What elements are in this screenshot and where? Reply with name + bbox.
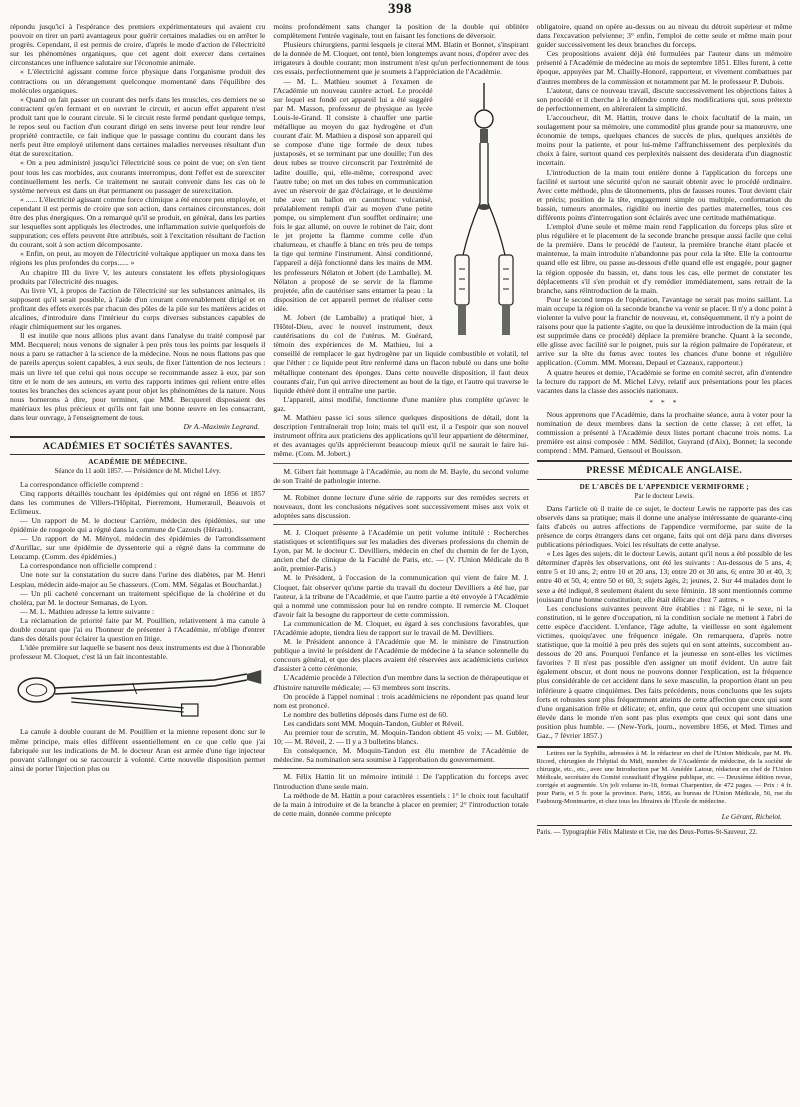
- paragraph: M. Robinet donne lecture d'une série de rapports sur des remèdes secrets et nouveaux, dont les conclusions négatives sont successivement mises aux voix et adoptées sans discussion.: [273, 492, 529, 520]
- double-cannula-illustration: [10, 664, 265, 722]
- paragraph: répondu jusqu'ici à l'espérance des premiers expérimentateurs qui avaient cru pouvoir en tirer un parti avantageux pour guérir certaines maladies ou en arrêter le progrès. Cependant, il est permis de croire, d'après le mode d'action de l'électricité sur les phénomènes organiques, que cet agent doit exercer dans certaines circonstances une influence salutaire sur l'économie animale.: [10, 22, 266, 68]
- paragraph: La correspondance officielle comprend :: [20, 479, 143, 489]
- paragraph: — Un pli cacheté concernant un traitement spécifique de la cholérine et du choléra, par M. le docteur Semanas, de Lyon.: [10, 588, 266, 607]
- paragraph: — M. L. Mathieu soumet à l'examen de l'Académie un nouveau cautère actuel. Le procédé sur lequel est fondé cet appareil lui a été suggéré par M. Masson, professeur de physique au lycée Louis-le-Grand. Il consiste à chauffer une partie métallique au moyen du gaz hydrogène et d'un courant d'air. M. Mathieu a disposé son appareil qui se compose d'une tige formée de deux tubes juxtaposés, et se terminant par une douille; l'un des deux tubes se trouve circonscrit par l'extrémité de ladite douille, qui, elle-même, correspond avec l'autre tube; on met un des tubes en communication avec un réservoir de gaz d'éclairage, et le deuxième tube avec un ballon en caoutchouc vulcanisé, préalablement rempli d'air au moyen d'une petite pompe, ou simplement d'un soufflet ordinaire; une fois le gaz allumé, on ouvre le robinet de l'air, dont le jet projette la flamme comme celle d'un chalumeau, et chauffe à blanc en très peu de temps la tige qui termine l'instrument. Ainsi conditionné, l'appareil a déjà fonctionné dans les mains de MM. les professeurs Nélaton et Jobert (de Lamballe). M. Nélaton a proposé de se servir de la flamme projetée, afin de cautériser sans entamer la peau : la disposition de cet appareil permet de réaliser cette idée.: [273, 76, 433, 313]
- paragraph: « L'électricité agissant comme force physique dans l'organisme produit des contractions ou un dérangement quelconque momentané dans l'équilibre des molécules organiques.: [10, 67, 266, 95]
- paragraph: Plusieurs chirurgiens, parmi lesquels je citerai MM. Blatin et Bonnet, s'inspirant de la donnée de M. Cloquet, ont tenté, bien longtemps avant nous, d'opérer avec des irrigateurs à double courant; mon instrument n'est qu'un perfectionnement de tous ces essais, perfectionnement que je soumets à l'appréciation de l'Académie.: [273, 40, 529, 77]
- column-2: [273, 22, 528, 1102]
- paragraph: A quatre heures et demie, l'Académie se forme en comité secret, afin d'entendre la lecture du rapport de M. Michel Lévy, relatif aux présentations pour les places vacantes dans la classe des associés nationaux.: [536, 367, 792, 395]
- paragraph: La réclamation de priorité faite par M. Pouillien, relativement à ma canule à double courant que j'ai eu l'honneur de présenter à l'Académie, m'oblige d'entrer dans des détails pour éclairer la question en litige.: [10, 615, 266, 644]
- printer-imprint: Paris. — Typographie Félix Malteste et Cie, rue des Deux-Portes-St-Sauveur, 22.: [537, 825, 792, 837]
- paragraph: M. le Président annonce à l'Académie que M. le ministre de l'instruction publique a invité le président de l'Académie de médecine à la séance solennelle du concours général, et que des places avaient été réservées aux académiciens curieux d'assister à cette cérémonie.: [273, 637, 529, 674]
- text-columns: [10, 22, 792, 1102]
- paragraph: M. Gibert fait hommage à l'Académie, au nom de M. Bayle, du second volume de son Traité de pathologie interne.: [273, 466, 529, 485]
- book-notice: Lettres sur la Syphilis, adressées à M. le rédacteur en chef de l'Union Médicale, par M. Ph. Ricord, chirurgien de l'hôpital du Midi, membre de l'Académie de médecine, de la société de chirurgie, etc., etc., avec une Introduction par M. Amédée Latour, rédacteur en chef de l'Union Médicale, secrétaire du Comité consultatif d'hygiène publique, etc. — Deuxième édition revue, corrigée et augmentée. Un joli volume in-18, format Charpentier, de 472 pages. — Prix : 4 fr. pour Paris, et 5 fr. pour la province. Paris, 1856, au bureau de l'Union Médicale, 56, rue du Faubourg-Montmartre, et chez tous les libraires de l'École de médecine.: [536, 750, 792, 806]
- section-title: ACADÉMIES ET SOCIÉTÉS SAVANTES.: [10, 436, 265, 455]
- paragraph: Le nombre des bulletins déposés dans l'urne est de 60.: [283, 709, 448, 719]
- paragraph: — Un rapport de M. le docteur Carrière, médecin des épidémies, sur une épidémie de rougeole qui a régné dans la commune de Cazouls (Hérault).: [10, 515, 266, 534]
- paragraph: « ...... L'électricité agissant comme force chimique a été encore peu employée, et cependant il est permis de croire que son action, dans certaines circonstances, doit être des plus énergiques. On a remarqué qu'il se produit, en général, dans les parties sur lesquelles sont appliqués les électrodes, une inflammation suivie quelquefois de suppuration; ces effets peuvent être attribués, soit à l'excitation résultant de l'action du courant, soit à son action décomposante.: [10, 194, 266, 250]
- divider: [273, 524, 528, 525]
- paragraph: L'emploi d'une seule et même main rend l'application du forceps plus sûre et plus régulière et le placement de la seconde branche presque aussi facile que celui de la première. Dans le procédé de l'auteur, la première branche étant placée et maintenue, la main introduite n'abandonne pas pour cela la tête. Elle la contourne quand elle est libre, ou passe au-dessous d'elle quand elle est engagée, pour gagner la région opposée du bassin, et, dans tous les cas, elle permet de constater les déplacements s'il s'en produit et d'y remédier immédiatement, sans retrait de la branche, sans réintroduction de la main.: [536, 222, 792, 295]
- paragraph: On procède à l'appel nominal : trois académiciens ne répondent pas quand leur nom est prononcé.: [273, 691, 529, 710]
- section-title: PRESSE MÉDICALE ANGLAISE.: [537, 460, 792, 479]
- paragraph: Cinq rapports détaillés touchant les épidémies qui ont régné en 1856 et 1857 dans les communes de Villers-l'Hôpital, Pierremont, Humeræuil, Beauvois et Eclimeux.: [10, 488, 266, 516]
- paragraph: M. J. Cloquet présente à l'Académie un petit volume intitulé : Recherches statistiques et scientifiques sur les maladies des diverses professions du chemin de Lyon, par M. le docteur C. Devilliers, médecin en chef du chemin de fer de Lyon, ancien chef de clinique de la Faculté de Paris, etc. — (V. l'Union Médicale du 8 août, premier-Paris.): [273, 527, 529, 574]
- paragraph: L'idée première sur laquelle se basent nos deux instruments est due à l'honorable professeur M. Cloquet, c'est là un fait incontestable.: [10, 643, 266, 662]
- paragraph: L'auteur, dans ce nouveau travail, discute successivement les objections faites à son procédé et il cherche à le défendre contre des modifications qui, sous prétexte de perfectionnement, en altéreraient la simplicité.: [536, 85, 792, 113]
- paragraph: La communication de M. Cloquet, eu égard à ses conclusions favorables, que l'Académie adopte, tiendra lieu de rapport sur le travail de M. Devilliers.: [273, 618, 529, 637]
- divider: [273, 463, 528, 464]
- paragraph: M. Jobert (de Lamballe) a pratiqué hier, à l'Hôtel-Dieu, avec le nouvel instrument, deux cautérisations du col de l'utérus. M. Guérard, témoin des expériences de M. Mathieu, lui a conseillé de remplacer le gaz hydrogène par un liquide combustible et volatil, tel que l'éther : ce liquide peut être renfermé dans un flacon tubulé ou dans une boîte métallique contenant des éponges. Dans cette nouvelle disposition, il faut deux courants d'air, l'un qui arrive directement au bout de la tige, et l'autre qui traverse le liquide éthéré dont il entraîne une partie.: [273, 313, 529, 395]
- divider: [537, 746, 792, 748]
- paragraph: Ces propositions avaient déjà été formulées par l'auteur dans un mémoire présenté à l'Académie de médecine au mois de septembre 1851. Elles furent, à cette époque, appuyées par M. Chailly-Honoré, rapporteur, et vivement combattues par d'autres membres de la commission et notamment par M. le professeur P. Dubois.: [536, 49, 792, 86]
- manager-signature: Le Gérant, Richelot.: [721, 812, 782, 822]
- paragraph: En conséquence, M. Moquin-Tandon est élu membre de l'Académie de médecine. Sa nomination sera soumise à l'approbation du gouvernement.: [273, 746, 529, 765]
- paragraph: « Quand on fait passer un courant des nerfs dans les muscles, ces derniers ne se contractent qu'en fermant et en ouvrant le circuit, et aucun effet apparent n'est produit tant que le courant circule. Si le circuit reste fermé pendant quelque temps, le repos seul ou l'action d'un courant dirigé en sens inverse peut leur rendre leur propriété contractile, ce fait indique que le passage continu du courant dans les nerfs peut être employé utilement dans certaines maladies nerveuses résultant d'un état de surexcitation.: [10, 94, 266, 159]
- paragraph: La correspondance non officielle comprend :: [20, 561, 157, 571]
- paragraph: — Un rapport de M. Ményol, médecin des épidémies de l'arrondissement d'Aurillac, sur une épidémie de dyssenterie qui a régné dans la commune de Leucamp. (Comm. des épidémies.): [10, 534, 266, 562]
- paragraph: Les candidats sont MM. Moquin-Tandon, Gubler et Réveil.: [283, 718, 464, 728]
- divider: [273, 489, 528, 490]
- page-number: 398: [388, 1, 412, 17]
- section-separator: * * *: [649, 397, 680, 407]
- column-1: [10, 22, 265, 1102]
- author-line: Par le docteur Lewis.: [634, 491, 695, 500]
- paragraph: obligatoire, quand on opère au-dessus ou au niveau du détroit supérieur et même dans l'excavation pelvienne; 3° enfin, l'emploi de cette seule et même main pour guider successivement les deux branches du forceps.: [536, 22, 792, 50]
- paragraph: Au chapitre III du livre V, les auteurs constatent les effets physiologiques produits par l'électricité des nuages.: [10, 267, 266, 286]
- subsection-title: DE L'ABCÈS DE L'APPENDICE VERMIFORME ;: [579, 482, 749, 491]
- paragraph: L'appareil, ainsi modifié, fonctionne d'une manière plus complète qu'avec le gaz.: [273, 394, 529, 413]
- paragraph: Il est inutile que nous allions plus avant dans l'analyse du traité composé par MM. Becquerel; nous venons de signaler à peu près tous les points par lesquels il nous a paru se rattacher à la science de la médecine. Nous ne nous flattons pas que de pareils aperçus soient capables, à eux seuls, de fixer l'attention de nos lecteurs : mais un livre tel que celui qui nous occupe se recommande assez à eux, par son titre et le nom de ses auteurs, en vertu des rapports intimes qui relient entre elles toutes les branches des sciences ayant pour objet les phénomènes de la nature. Nous nous bornerons à dire, pour terminer, que MM. Becquerel disposaient des matériaux les plus précieux et qu'ils ont fait une bonne œuvre en les consacrant, dans leur ouvrage, à l'enseignement de tous.: [10, 331, 266, 423]
- paragraph: Dans l'article où il traite de ce sujet, le docteur Lewis ne rapporte pas des cas observés dans sa pratique; mais il donne une analyse intéressante de quarante-cinq faits d'abcès ou autres affections de l'appendice vermiforme, par suite de la présence de corps étrangers dans cet organe, faits qui ont déjà paru dans diverses publications périodiques. Voici les résultats de cette analyse.: [536, 503, 792, 550]
- paragraph: L'accoucheur, dit M. Hattin, trouve dans le choix facultatif de la main, un soulagement pour sa mémoire, une commodité plus grande pour sa manœuvre, une économie de temps, quelques chances de succès de plus, quelques anxiétés de moins pour la patiente, et pour lui-même l'affranchissement des perplexités du choix à faire, surtout quand ces perplexités naissent des desiderata d'un diagnostic incertain.: [536, 112, 792, 168]
- session-line: Séance du 11 août 1857. — Présidence de M. Michel Lévy.: [54, 467, 221, 476]
- paragraph: — M. L. Mathieu adresse la lettre suivante :: [20, 606, 155, 616]
- author-signature: Dr A.-Maximin Legrand.: [183, 422, 260, 432]
- paragraph: La canule à double courant de M. Pouillien et la mienne reposent donc sur le même principe, mais elles diffèrent essentiellement en ce que celle que j'ai fabriquée sur les indications de M. le docteur Aran est armée d'une tige injecteur pouvant s'allonger ou se raccourcir à volonté. Cette nouvelle disposition permet ainsi de porter l'injection plus ou: [10, 727, 266, 773]
- paragraph: « On a peu administré jusqu'ici l'électricité sous ce point de vue; on s'en tient pour tous les cas morbides, aux courants interrompus, dont l'effet est de surexciter continuellement les nerfs. Ce traitement ne saurait convenir dans les cas où le système nerveux est dans un état permanent ou passager de surexcitation.: [10, 158, 266, 195]
- paragraph: Au premier tour de scrutin, M. Moquin-Tandon obtient 45 voix; — M. Gubler, 10; — M. Réveil, 2. — Il y a 3 bulletins blancs.: [273, 728, 529, 747]
- paragraph: « Enfin, on peut, au moyen de l'électricité voltaïque appliquer un moxa dans les régions les plus profondes du corps...... »: [10, 249, 266, 268]
- paragraph: Les conclusions suivantes peuvent être établies : ni l'âge, ni le sexe, ni la constitution, ni le genre d'occupation, ni la condition sociale ne mettent à l'abri de cette espèce d'accident. L'enfance, l'âge adulte, la vieillesse en sont également victimes, quoiqu'avec une fréquence inégale. On remarquera, d'après notre statistique, que la moitié à peu près des sujets qui en sont atteints, succombent au-dessous de 20 ans. Pourquoi l'enfance et la jeunesse en sont-elles les victimes favorites ? Il n'est pas possible d'en assigner un motif évident. Un autre fait également obscur, et dont nous ne pouvons donner l'explication, est la fréquence plus considérable de cet accident dans le sexe masculin, la proportion étant un peu inférieure à quatre cinquièmes. Des faits précédents, nous concluons que les sujets forts et robustes sont plus fréquemment atteints de cette affection que ceux qui sont d'une organisation frêle et délicate; et, enfin, que ceux qui occupent une situation élevée dans le monde n'en sont pas plus exempts que ceux qui sont dans une position plus humble. — (New-York, journ., novembre 1856, et Med. Times and Gaz., 7 février 1857.): [536, 603, 792, 741]
- subsection-title: ACADÉMIE DE MÉDECINE.: [88, 458, 187, 467]
- column-3: [537, 22, 792, 1102]
- paragraph: Nous apprenons que l'Académie, dans la prochaine séance, aura à voter pour la nomination de deux membres dans la section de cette classe; à cet effet, la commission a présenté à l'Académie deux listes portant chacune trois noms. La première est ainsi composée : MM. Sédillot, Guyrand (d'Aix), Bonnet; la seconde comprend : MM. Pamard, Gensoul et Bouisson.: [536, 409, 792, 456]
- paragraph: La méthode de M. Hattin a pour caractères essentiels : 1° le choix tout facultatif de la main à introduire et de la branche à placer en premier; 2° l'introduction totale de cette main, donnée comme précepte: [273, 790, 529, 818]
- paragraph: M. Mathieu passe ici sous silence quelques dispositions de détail, dont la description l'entraînerait trop loin; mais tel qu'il est, il a l'espoir que son nouvel instrument offrira aux praticiens des applications qu'il leur appartient de déterminer, et des avantages qu'ils apprécieront beaucoup mieux qu'il ne saurait le faire lui-même. (Com. M. Jobert.): [273, 413, 529, 459]
- divider: [273, 768, 528, 769]
- cautery-apparatus-illustration: [439, 79, 529, 347]
- paragraph: M. Félix Hattin lit un mémoire intitulé : De l'application du forceps avec l'introduction d'une seule main.: [273, 772, 529, 791]
- paragraph: Au livre VI, à propos de l'action de l'électricité sur les substances animales, ils supposent qu'il serait possible, à l'aide d'un courant convenablement dirigé et en profitant des effets exercés par chacun des pôles de la pile sur les matières acides et alcalines, d'introduire dans l'intérieur du corps diverses substances capables de réagir chimiquement sur les organes.: [10, 285, 266, 332]
- paragraph: Une note sur la constatation du sucre dans l'urine des diabètes, par M. Henri Lespiau, médecin aide-major au 5e chasseurs. (Com. MM. Ségalas et Bouchardat.): [10, 570, 266, 589]
- paragraph: « Les âges des sujets, dit le docteur Lewis, autant qu'il nous a été possible de les déterminer d'après les observations, ont été les suivants : Au-dessous de 5 ans, 4; entre 5 et 10 ans, 2; entre 10 et 20 ans, 13; entre 20 et 30 ans, 6; entre 30 et 40, 3; entre 40 et 50, 4; entre 50 et 60, 3; sujets âgés, 2; jeunes, 2. Sur 44 malades dont le sexe a été indiqué, 8 seulement étaient du sexe féminin. 18 sont mentionnés comme jouissant d'une bonne constitution; elle était délicate chez 7 autres. »: [536, 549, 792, 604]
- paragraph: L'Académie procède à l'élection d'un membre dans la section de thérapeutique et d'histoire naturelle médicale; — 63 membres sont inscrits.: [273, 673, 529, 692]
- paragraph: moins profondément sans changer la position de la double qui oblitère complètement l'entrée vaginale, tout en faisant les fonctions de déversoir.: [273, 22, 529, 41]
- paragraph: Pour le second temps de l'opération, l'avantage ne serait pas moins saillant. La main occupe la région où la seconde branche va venir se placer. Il n'y a donc point à violenter la vulve pour la franchir de nouveau, et, conséquemment, il n'y a point de raisons pour que la patiente s'agite, ou que la deuxième introduction de la main (qui est supprimée dans ce procédé) déplace la première branche. Quant à la seconde, elle glisse avec facilité sur le poignet, puis sur la région palmaire de l'opérateur, et arrive sur la tête du fœtus avec toutes les chances d'une bonne et régulière application. (Comm. MM. Moreau, Depaul et Cazeaux, rapporteur.): [536, 294, 792, 368]
- paragraph: L'introduction de la main tout entière donne à l'application du forceps une facilité et surtout une sécurité qu'on ne saurait obtenir avec le procédé ordinaire. Avec cette méthode, plus de tâtonnements, plus de fausses routes. Tout devient clair et précis; position de la tête, engagement simple ou multiple, conformation du bassin, tumeurs anormales, rigidité ou inertie des parties maternelles, tous ces différents points d'interrogation sont éclairés avec une certitude mathématique.: [536, 167, 792, 222]
- paragraph: M. le Président, à l'occasion de la communication qui vient de faire M. J. Cloquet, fait observer qu'une partie du travail du docteur Devilliers a été lue, par l'auteur, à la tribune de l'Académie, et que l'autre partie a été envoyée à l'Académie qui a nommé une commission pour lui en rendre compte. Il remercie M. Cloquet d'avoir fait la besogne du rapporteur de cette commission.: [273, 573, 529, 619]
